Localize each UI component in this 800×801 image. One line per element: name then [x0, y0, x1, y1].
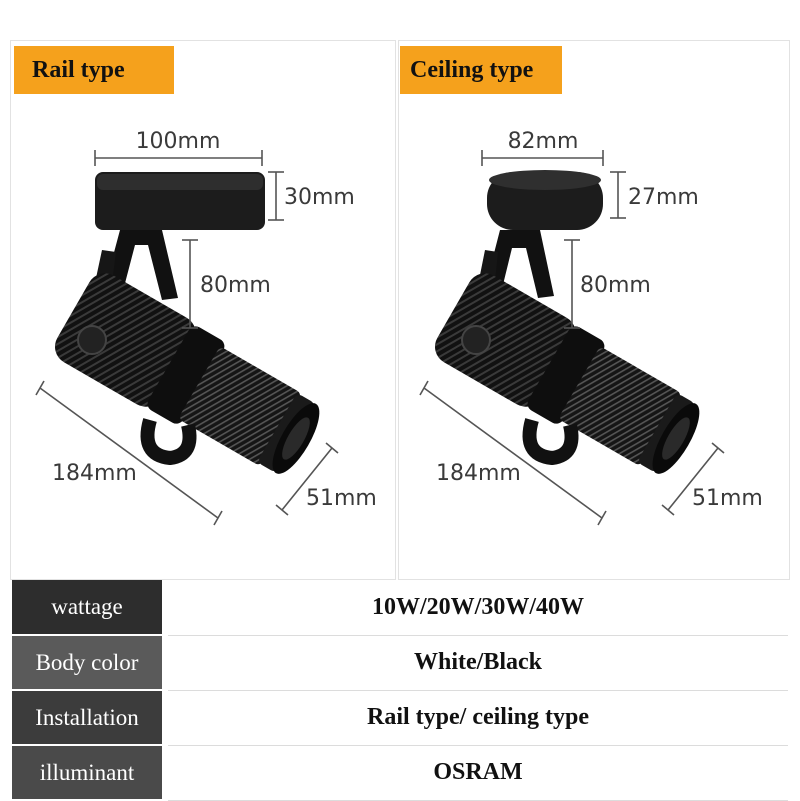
spec-row-wattage: [12, 580, 788, 635]
spec-value-installation: Rail type/ ceiling type: [165, 690, 788, 745]
rail-length-dimension: 184mm: [52, 461, 137, 486]
spec-key-installation: Installation: [12, 690, 165, 745]
ceiling-type-label: Ceiling type: [400, 46, 562, 94]
rail-type-label: Rail type: [14, 46, 174, 94]
rail-arm-dimension: 80mm: [200, 273, 271, 298]
ceiling-diameter-dimension: 51mm: [692, 486, 763, 511]
rail-width-dimension: 100mm: [135, 129, 221, 154]
ceiling-light-fixture: [428, 170, 713, 489]
ceiling-width-dimension: 82mm: [507, 129, 579, 154]
rail-light-fixture: [48, 172, 333, 489]
spec-row-installation: [12, 690, 788, 745]
spec-row-illuminant: [12, 745, 788, 800]
ceiling-arm-dimension: 80mm: [580, 273, 651, 298]
ceiling-height-dimension: 27mm: [628, 185, 699, 210]
spec-key-wattage: wattage: [12, 580, 165, 635]
spec-row-body-color: [12, 635, 788, 690]
rail-diameter-dimension: 51mm: [306, 486, 377, 511]
ceiling-length-dimension: 184mm: [436, 461, 521, 486]
spec-value-illuminant: OSRAM: [165, 745, 788, 800]
spec-value-wattage: 10W/20W/30W/40W: [165, 580, 788, 635]
spec-value-body-color: White/Black: [165, 635, 788, 690]
rail-height-dimension: 30mm: [284, 185, 355, 210]
spec-key-illuminant: illuminant: [12, 745, 165, 800]
spec-key-body-color: Body color: [12, 635, 165, 690]
spec-table: [12, 580, 788, 801]
